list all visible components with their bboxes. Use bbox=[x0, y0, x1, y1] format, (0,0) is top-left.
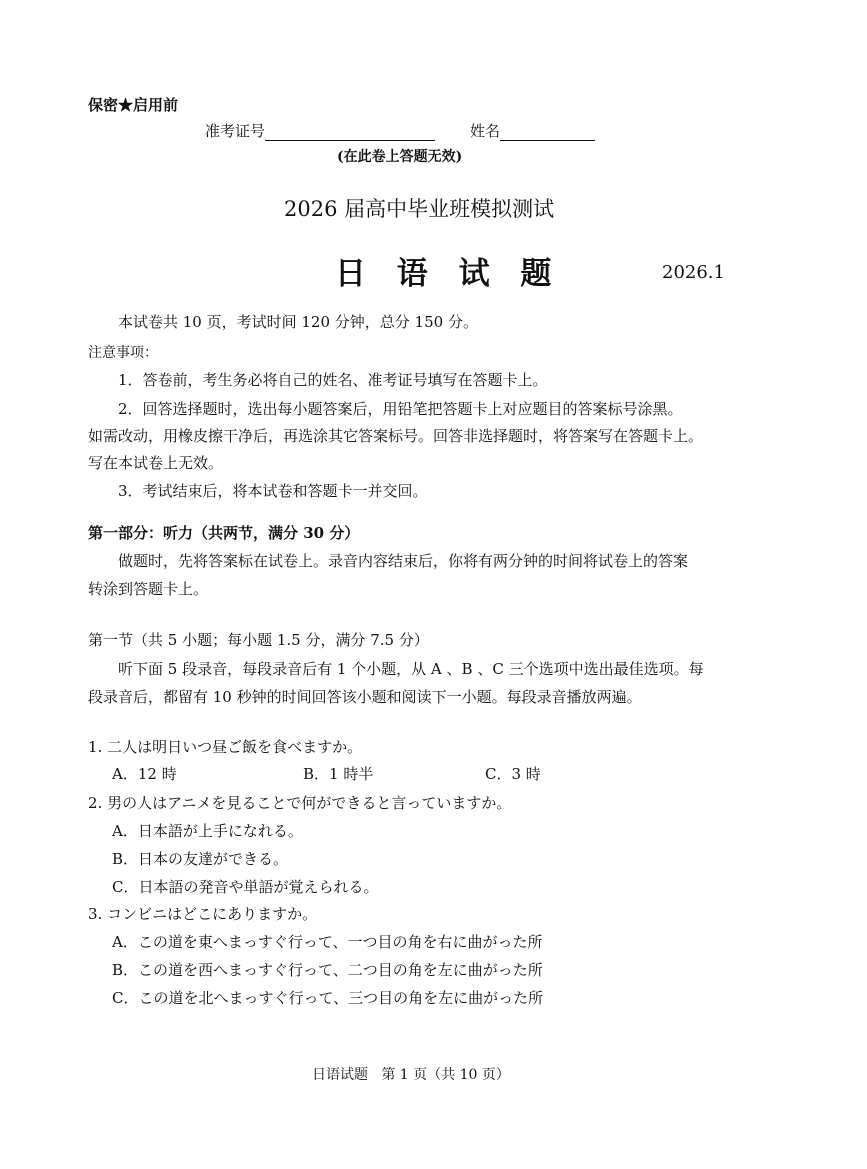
note-item-2-line-1: 2．回答选择题时，选出每小题答案后，用铅笔把答题卡上对应题目的答案标号涂黑。 bbox=[118, 400, 683, 418]
q2-option-c[interactable]: C．日本語の発音や単語が覚えられる。 bbox=[112, 878, 379, 896]
note-item-3: 3．考试结束后，将本试卷和答题卡一并交回。 bbox=[118, 482, 428, 500]
q1-option-b[interactable]: B．1 時半 bbox=[303, 765, 374, 783]
q2-option-a[interactable]: A．日本語が上手になれる。 bbox=[112, 822, 303, 840]
q1-option-c[interactable]: C．3 時 bbox=[485, 765, 541, 783]
page-footer: 日语试题 第 1 页（共 10 页） bbox=[312, 1067, 510, 1083]
q1-option-a[interactable]: A．12 時 bbox=[112, 765, 177, 783]
invalid-note: (在此卷上答题无效) bbox=[337, 149, 463, 165]
q2-option-b[interactable]: B．日本の友達ができる。 bbox=[112, 850, 289, 868]
part1-instr-line-2: 转涂到答题卡上。 bbox=[88, 580, 209, 598]
confidential-label: 保密★启用前 bbox=[88, 96, 179, 114]
note-item-1: 1．答卷前，考生务必将自己的姓名、准考证号填写在答题卡上。 bbox=[118, 371, 548, 389]
name-label: 姓名 bbox=[470, 122, 501, 140]
name-blank[interactable] bbox=[500, 124, 595, 141]
section1-heading: 第一节（共 5 小题；每小题 1.5 分，满分 7.5 分） bbox=[88, 631, 429, 649]
question-1: 1. 二人は明日いつ昼ご飯を食べますか。 bbox=[88, 738, 363, 756]
exam-id-blank[interactable] bbox=[265, 124, 435, 141]
exam-id-row bbox=[205, 120, 435, 141]
q3-option-a[interactable]: A．この道を東へまっすぐ行って、一つ目の角を右に曲がった所 bbox=[112, 933, 543, 951]
section1-instr-line-1: 听下面 5 段录音，每段录音后有 1 个小题，从 A 、B 、C 三个选项中选出最佳选项。每 bbox=[118, 660, 704, 678]
question-3: 3. コンビニはどこにありますか。 bbox=[88, 905, 318, 923]
notes-heading: 注意事项： bbox=[88, 345, 158, 361]
intro-text: 本试卷共 10 页，考试时间 120 分钟，总分 150 分。 bbox=[118, 313, 478, 331]
question-2: 2. 男の人はアニメを見ることで何ができると言っていますか。 bbox=[88, 794, 512, 812]
exam-title: 2026 届高中毕业班模拟测试 bbox=[284, 197, 555, 221]
part1-instr-line-1: 做题时，先将答案标在试卷上。录音内容结束后，你将有两分钟的时间将试卷上的答案 bbox=[118, 552, 689, 570]
exam-id-label: 准考证号 bbox=[205, 122, 266, 140]
q3-option-b[interactable]: B．この道を西へまっすぐ行って、二つ目の角を左に曲がった所 bbox=[112, 961, 543, 979]
part1-heading: 第一部分：听力（共两节，满分 30 分） bbox=[88, 524, 360, 542]
note-item-2-line-3: 写在本试卷上无效。 bbox=[88, 454, 224, 472]
note-item-2-line-2: 如需改动，用橡皮擦干净后，再选涂其它答案标号。回答非选择题时，将答案写在答题卡上。 bbox=[88, 427, 704, 445]
q3-option-c[interactable]: C．この道を北へまっすぐ行って、三つ目の角を左に曲がった所 bbox=[112, 989, 544, 1007]
section1-instr-line-2: 段录音后，都留有 10 秒钟的时间回答该小题和阅读下一小题。每段录音播放两遍。 bbox=[88, 688, 642, 706]
name-row bbox=[470, 120, 595, 141]
subject-title: 日 语 试 题 bbox=[335, 256, 562, 292]
exam-date: 2026.1 bbox=[662, 262, 725, 283]
